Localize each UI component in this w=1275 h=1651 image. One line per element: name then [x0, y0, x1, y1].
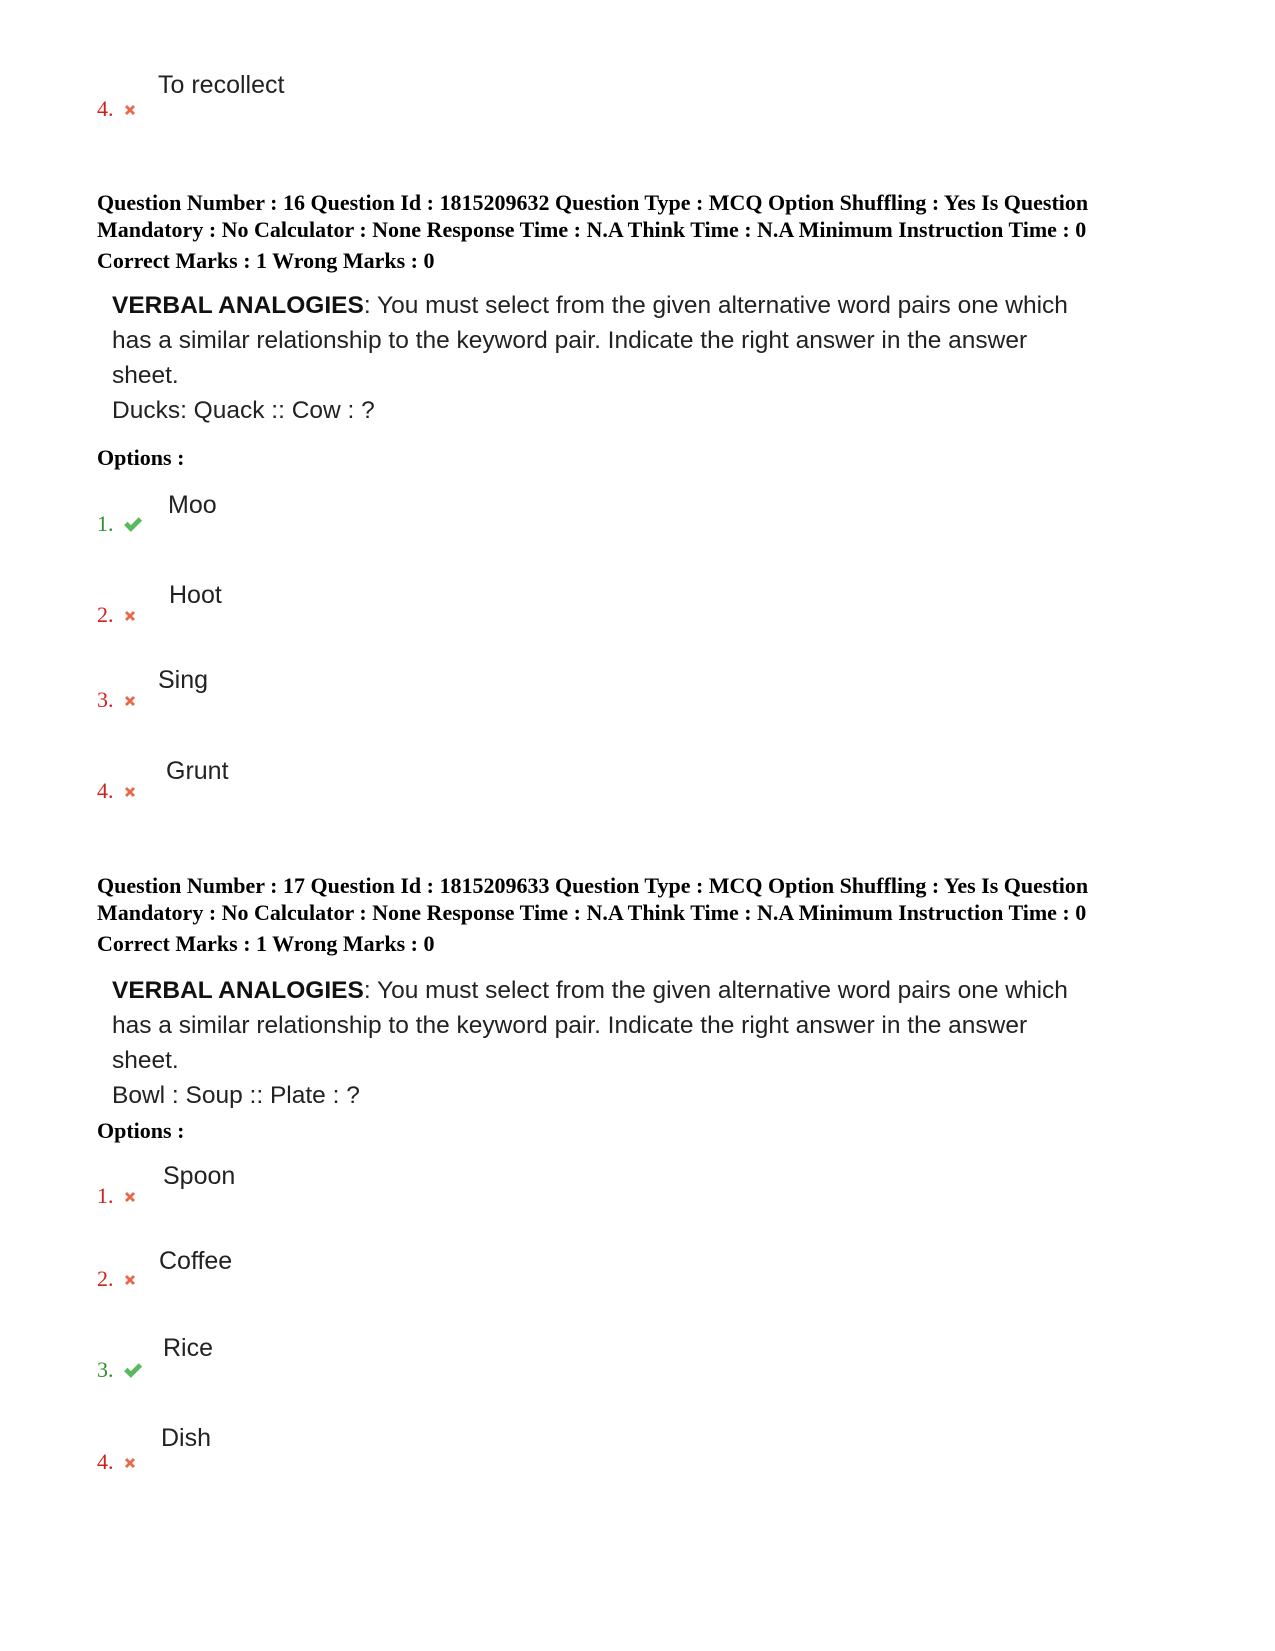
options-label: Options :	[97, 1118, 185, 1143]
stem-line: Bowl : Soup :: Plate : ?	[112, 1082, 360, 1109]
option-number: 4.	[97, 778, 138, 804]
cross-icon	[122, 693, 138, 709]
cross-icon	[122, 608, 138, 624]
check-icon	[122, 515, 142, 533]
stem-line: has a similar relationship to the keyword pair. Indicate the right answer in the answer	[112, 1012, 1028, 1039]
option-text: Moo	[168, 491, 217, 519]
stem-text: : You must select from the given alternative word pairs one which	[363, 977, 1068, 1004]
meta-line: Correct Marks : 1 Wrong Marks : 0	[97, 931, 435, 956]
option-number: 4.	[97, 96, 138, 122]
option-number: 2.	[97, 1266, 138, 1292]
check-icon	[122, 1361, 142, 1379]
option-text: Hoot	[169, 581, 222, 609]
meta-line: Correct Marks : 1 Wrong Marks : 0	[97, 248, 435, 273]
option-text: Dish	[161, 1424, 212, 1452]
stem-line: has a similar relationship to the keyword pair. Indicate the right answer in the answer	[112, 327, 1028, 354]
stem-line	[112, 288, 1192, 323]
question-stem	[112, 973, 1192, 1113]
option-number: 4.	[97, 1449, 138, 1475]
option-text: Grunt	[166, 757, 229, 785]
stem-line: sheet.	[112, 1047, 179, 1074]
option-text: Spoon	[163, 1162, 236, 1190]
meta-line: Question Number : 17 Question Id : 1815209633 Question Type : MCQ Option Shuffling : Yes Is Question	[97, 873, 1089, 898]
cross-icon	[122, 784, 138, 800]
stem-heading: VERBAL ANALOGIES	[112, 977, 364, 1004]
stem-text: : You must select from the given alternative word pairs one which	[363, 292, 1068, 319]
option-text: Rice	[163, 1334, 214, 1362]
stem-line: Ducks: Quack :: Cow : ?	[112, 397, 375, 424]
meta-line: Mandatory : No Calculator : None Response Time : N.A Think Time : N.A Minimum Instruction Time : 0	[97, 900, 1087, 925]
option-text: Coffee	[159, 1247, 233, 1275]
stem-line: sheet.	[112, 362, 179, 389]
question-meta	[97, 189, 1197, 274]
cross-icon	[122, 1455, 138, 1471]
cross-icon	[122, 102, 138, 118]
option-text: Sing	[158, 666, 209, 694]
cross-icon	[122, 1189, 138, 1205]
question-stem	[112, 288, 1192, 428]
meta-line: Question Number : 16 Question Id : 1815209632 Question Type : MCQ Option Shuffling : Yes Is Question	[97, 190, 1089, 215]
options-label: Options :	[97, 445, 185, 470]
option-number: 3.	[97, 687, 138, 713]
question-meta	[97, 872, 1197, 957]
stem-line	[112, 973, 1192, 1008]
option-number: 3.	[97, 1357, 142, 1383]
meta-line: Mandatory : No Calculator : None Response Time : N.A Think Time : N.A Minimum Instruction Time : 0	[97, 217, 1087, 242]
stem-heading: VERBAL ANALOGIES	[112, 292, 364, 319]
option-number: 2.	[97, 602, 138, 628]
option-number: 1.	[97, 511, 142, 537]
cross-icon	[122, 1272, 138, 1288]
option-number: 1.	[97, 1183, 138, 1209]
option-text: To recollect	[158, 71, 285, 99]
